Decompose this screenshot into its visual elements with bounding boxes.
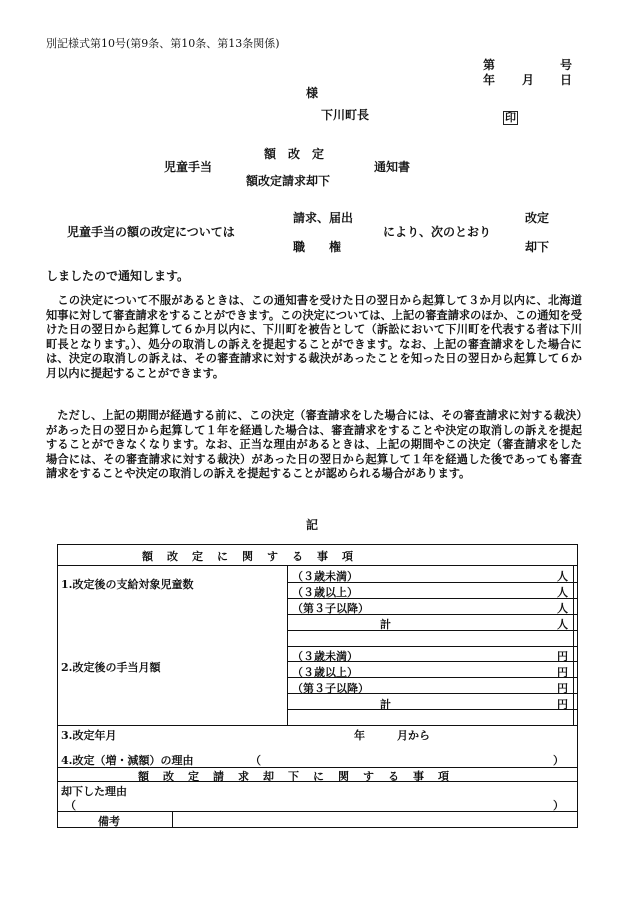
count-row-total-unit: 人 — [557, 618, 568, 631]
date-year: 年 — [483, 73, 496, 87]
date-day: 日 — [560, 73, 573, 87]
item4-open-paren: （ — [250, 754, 261, 767]
item3-month-from: 月から — [397, 729, 430, 742]
kyakka-open-paren: （ — [65, 799, 76, 812]
date-month: 月 — [522, 73, 535, 87]
item3-year-unit: 年 — [354, 729, 365, 742]
item3-label: 3.改定年月 — [61, 729, 117, 742]
decision-prefix: 児童手当の額の改定については — [67, 225, 235, 239]
kyakka-close-paren: ） — [553, 799, 564, 812]
item4-close-paren: ） — [553, 754, 564, 767]
decision-yori: により、次のとおり — [383, 225, 492, 239]
details-table — [57, 544, 578, 828]
section-heading-kyakka: 額改定請求却下に関する事項 — [138, 770, 463, 783]
item2-label: 2.改定後の手当月額 — [61, 661, 161, 674]
amount-row-under3-unit: 円 — [557, 650, 568, 663]
count-row-over3-label: （３歳以上） — [292, 586, 358, 599]
amount-row-total-label: 計 — [380, 698, 391, 711]
title-gaku-kaitei: 額 改 定 — [264, 147, 325, 161]
title-jidou-teate: 児童手当 — [164, 160, 213, 174]
title-kyakka: 額改定請求却下 — [246, 174, 331, 188]
title-tsuchisho: 通知書 — [374, 160, 411, 174]
decision-closing: しましたので通知します。 — [46, 269, 190, 283]
amount-row-over3-label: （３歳以上） — [292, 666, 358, 679]
seal-mark: 印 — [505, 111, 516, 124]
amount-row-third-child-unit: 円 — [557, 682, 568, 695]
count-row-under3-unit: 人 — [557, 570, 568, 583]
decision-kaitei: 改定 — [525, 211, 550, 225]
decision-seikyu: 請求、届出 — [293, 211, 354, 225]
item1-label: 1.改定後の支給対象児童数 — [61, 578, 194, 591]
decision-kyakka: 却下 — [525, 240, 550, 254]
mayor-title: 下川町長 — [321, 108, 370, 122]
item4-label: 4.改定（増・減額）の理由 — [61, 754, 194, 767]
count-row-under3-label: （３歳未満） — [292, 570, 358, 583]
amount-row-over3-unit: 円 — [557, 666, 568, 679]
amount-row-under3-label: （３歳未満） — [292, 650, 358, 663]
recipient-sama: 様 — [306, 86, 319, 100]
ki-label: 記 — [306, 518, 319, 532]
kyakka-reason-label: 却下した理由 — [61, 785, 127, 798]
form-number-title: 別記様式第10号(第9条、第10条、第13条関係) — [46, 37, 280, 50]
count-row-third-child-label: （第３子以降） — [292, 602, 369, 615]
number-dai: 第 — [483, 58, 496, 72]
count-row-third-child-unit: 人 — [557, 602, 568, 615]
count-row-total-label: 計 — [380, 618, 391, 631]
biko-label: 備考 — [98, 815, 120, 828]
section-heading-kaitei: 額改定に関する事項 — [142, 550, 367, 563]
appeal-notice-paragraph-2: ただし、上記の期間が経過する前に、この決定（審査請求をした場合には、その審査請求に対する裁決）があった日の翌日から起算して１年を経過した場合は、審査請求をすることや決定の取消しの訴えを提起することができなくなります。なお、正当な理由があるときは、上記の期間やこの決定（審査請求をした場合には、その審査請求に対する裁決）があった日の翌日から起算して１年を経過した後であっても審査請求をすることや決定の取消しの訴えを提起することが認められる場合があります。 — [46, 408, 582, 481]
number-go: 号 — [560, 58, 573, 72]
count-row-over3-unit: 人 — [557, 586, 568, 599]
appeal-notice-paragraph-1: この決定について不服があるときは、この通知書を受けた日の翌日から起算して３か月以内に、北海道知事に対して審査請求をすることができます。この決定については、上記の審査請求のほか、この通知を受けた日の翌日から起算して６か月以内に、下川町を被告として（訴訟において下川町を代表する者は下川町長となります。）、処分の取消しの訴えを提起することができます。なお、上記の審査請求をした場合には、決定の取消しの訴えは、その審査請求に対する裁決があったことを知った日の翌日から起算して６か月以内に提起することができます。 — [46, 293, 582, 380]
decision-shokken: 職 権 — [293, 240, 342, 254]
amount-row-third-child-label: （第３子以降） — [292, 682, 369, 695]
amount-row-total-unit: 円 — [557, 698, 568, 711]
